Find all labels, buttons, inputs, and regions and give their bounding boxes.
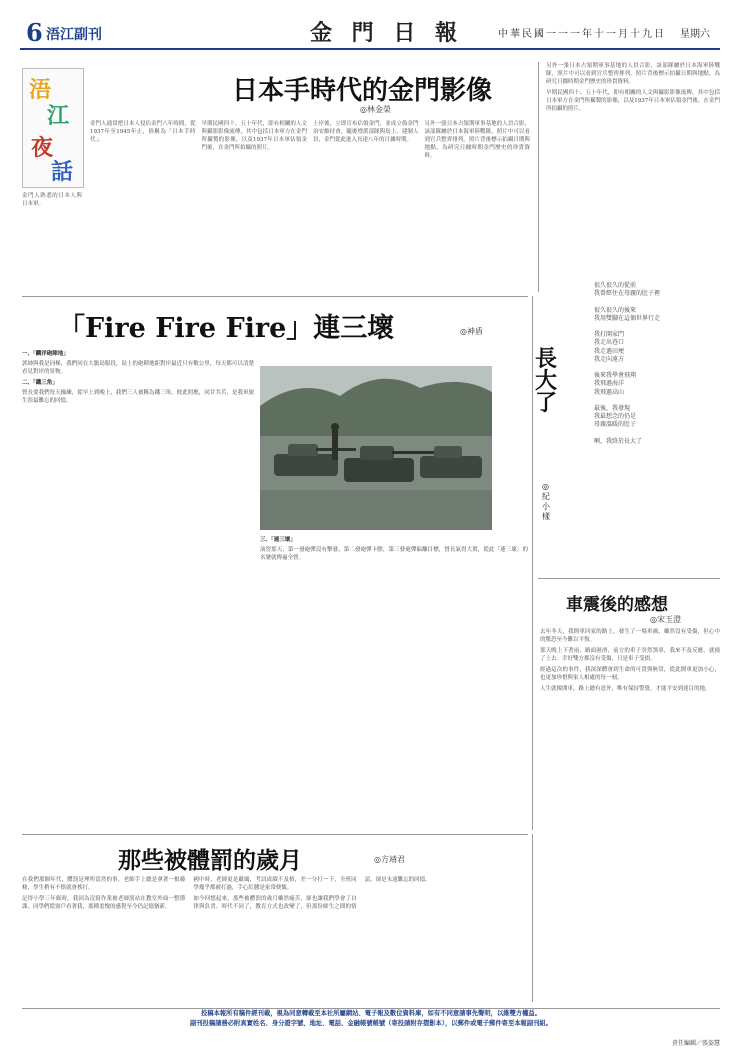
poem-line: 我走向遠方 <box>594 355 625 363</box>
article2-author: ◎神盾 <box>460 327 483 336</box>
article2-subheading: 二、「鐵三角」 <box>22 380 58 386</box>
logo-char-1: 浯 <box>29 77 52 103</box>
tank-photo-image <box>260 366 492 530</box>
article1-paragraph: 另外一張日本占領期軍事基地的人員合影，該部隊屬於日本海軍陸戰隊，照片中可以看到官兵整齊排列。照片背後標示拍攝日期與地點，為研究日據時期金門歷史的珍貴資料。 <box>546 63 720 85</box>
article3-paragraph: 那天晚上下著雨，路面濕滑，前方的車子突然煞車，我來不及反應，就撞了上去。幸好雙方都沒有受傷，只是車子受損。 <box>540 648 720 662</box>
poem-line: 我走出巷口 <box>594 339 625 347</box>
poem-line <box>594 323 720 331</box>
poem-line: 母親溫暖的肚子 <box>594 421 637 429</box>
issue-date: 中華民國一一一年十一月十九日 <box>498 29 666 40</box>
article1-caption: 金門人熟悉的日本人與日本軍。 <box>22 193 82 207</box>
poem-line <box>594 430 720 438</box>
poem-line: 我打開家門 <box>594 331 625 339</box>
column-logo <box>22 68 84 188</box>
logo-char-3: 夜 <box>31 135 54 161</box>
section-name: 浯江副刊 <box>46 27 102 43</box>
article4-title: 那些被體罰的歲月 <box>118 847 302 874</box>
submission-notice <box>22 1008 720 1033</box>
article2-subheading: 三、「連三壞」 <box>260 537 296 543</box>
tank-photo <box>260 366 492 530</box>
poem-line: 後來我學會飛翔 <box>594 372 637 380</box>
article1-paragraph: 早期民國四十、五十年代，即有相關的人文與攝影影像流傳，其中包括日本軍方在金門所攝製的影像，以及1937年日本軍佔領金門後，在金門所拍攝的照片。 <box>201 121 307 151</box>
logo-char-2: 江 <box>47 103 70 129</box>
poem-line: 我最想念的仍是 <box>594 413 637 421</box>
poem-line: 很久很久的後來 <box>594 306 637 314</box>
poem-line: 我用雙腳在這個世界行走 <box>594 314 661 322</box>
article2-subheading: 一、「麟洋砲陣地」 <box>22 351 69 357</box>
article1-body <box>90 120 530 290</box>
poem-line: 我飛過高山 <box>594 388 625 396</box>
page-number: 6 <box>26 18 43 47</box>
article1-paragraph: 早期民國四十、五十年代，即有相關的人文與攝影影像流傳，其中包括日本軍方在金門所攝製的影像，以及1937年日本軍佔領金門後，在金門所拍攝的照片。 <box>546 90 720 112</box>
poem-line <box>594 364 720 372</box>
article4-body <box>22 876 528 1002</box>
article1-paragraph: 上岸後，立即宣布佔領金門，並成立偽金門治安維持會，隨後增派部隊與島上、建制人員，金門從此進入長達八年的日據時期。 <box>313 121 419 143</box>
article1-title: 日本手時代的金門影像 <box>232 76 493 106</box>
page-header <box>20 14 720 54</box>
poem-title: 長大了 <box>534 346 557 416</box>
article2-paragraph: 郭帥與我是同梯，我們同在大膽島服役，島上的砲陣地距對岸最近只有數公里，每天都可以清楚看見對岸的景物。 <box>22 361 254 375</box>
article1-paragraph: 金門人通常把日本人侵佔金門八年時間，從1937年至1945年止，俗稱為「日本手時代」。 <box>90 121 196 143</box>
article4-paragraph: 如今回想起來，那些被體罰的歲月雖然痛苦，卻也讓我們學會了自律與負責。時代不同了，教育方式也改變了，但那份師生之間的情誼，卻是永遠難忘的回憶。 <box>193 877 431 910</box>
poem-line: 很久很久的從前 <box>594 282 637 289</box>
masthead: 金 門 日 報 <box>310 20 463 46</box>
article4-paragraph: 國中時，老師更是嚴厲，考試成績不及格，差一分打一下，全班同學幾乎都被打過，手心紅腫是家常便飯。 <box>193 877 357 891</box>
poem-author: ◎紀小樣 <box>542 482 550 521</box>
notice-line-2: 副刊投稿請務必附真實姓名、身分證字號、地址、電話、金融帳號帳號（寄投請附存摺影本），以郵件或電子郵件寄至本報副刊組。 <box>189 1020 553 1027</box>
poem-line <box>594 298 720 306</box>
article3-author: ◎宋玉澄 <box>650 615 681 624</box>
article4-paragraph: 記得小學三年級時，我因為沒寫作業被老師罰站在教室外面一整節課，同學們從窗戶看著我，那種羞愧的感覺至今仍記憶猶新。 <box>22 896 186 910</box>
article3-paragraph: 經過這次的事件，我深深體會到生命的可貴與無常，從此開車更加小心，也更加珍惜與家人相處的每一刻。 <box>540 667 720 681</box>
poem-line: 啊，我終於長大了 <box>594 437 643 445</box>
column-divider <box>532 834 533 1002</box>
article1-author: ◎林金榮 <box>360 105 391 114</box>
article2-body-right <box>260 536 528 830</box>
notice-line-1: 投稿本報所有稿件經刊載，視為同意轉載至本社所屬網站、電子報及數位資料庫，如有不同意請事先聲明，以維雙方權益。 <box>200 1010 542 1017</box>
editor-credit: 責任編輯／張姿慧 <box>671 1040 720 1047</box>
article4-paragraph: 在我們那個年代，體罰是理所當然的事，老師手上總是拿著一根藤條，學生稍有不慎就會挨打。 <box>22 877 186 891</box>
article1-paragraph: 另外一張日本占領期軍事基地的人員合影，該部隊屬於日本海軍陸戰隊，照片中可以看到官兵整齊排列。照片背後標示拍攝日期與地點，為研究日據時期金門歷史的珍貴資料。 <box>424 121 530 159</box>
article2-paragraph: 演習那天，第一發砲彈沒有擊發，第二發砲彈卡膛，第三發砲彈偏離目標，營長氣得大罵，從此「連三壞」的名號就傳遍全營。 <box>260 547 528 561</box>
logo-char-4: 話 <box>51 159 74 185</box>
article3-paragraph: 人生就像開車，路上總有意外，唯有保持警覺，才能平安到達目的地。 <box>540 686 711 692</box>
poem-line: 最後，我發現 <box>594 405 631 413</box>
column-divider <box>532 296 533 830</box>
poem-body <box>594 282 720 446</box>
section-divider <box>22 834 528 835</box>
article3-title: 車震後的感想 <box>566 595 668 615</box>
article2-body-left <box>22 350 254 830</box>
article3-body <box>540 628 720 998</box>
poem-line: 我走過田埂 <box>594 347 625 355</box>
article2-title: 「Fire Fire Fire」連三壞 <box>58 313 395 344</box>
article3-paragraph: 去年冬天，我開車回家的路上，發生了一場車禍，雖然沒有受傷，但心中的驚恐至今難以平復。 <box>540 629 720 643</box>
poem-line: 我曾經住在母親的肚子裡 <box>594 290 661 298</box>
poem-line: 我飛過海洋 <box>594 380 625 388</box>
section-divider <box>538 578 720 579</box>
article4-author: ◎方靖君 <box>374 855 405 864</box>
article1-sidebar <box>546 62 720 290</box>
article2-paragraph: 營長要我們每天操練，從早上到晚上，我們三人被稱為鐵三角，彼此照應，同甘共苦，是我軍旅生涯最難忘的回憶。 <box>22 390 254 404</box>
section-divider <box>22 296 528 297</box>
column-divider <box>538 62 539 292</box>
header-rule <box>20 48 720 50</box>
poem-line <box>594 397 720 405</box>
weekday: 星期六 <box>680 29 710 40</box>
